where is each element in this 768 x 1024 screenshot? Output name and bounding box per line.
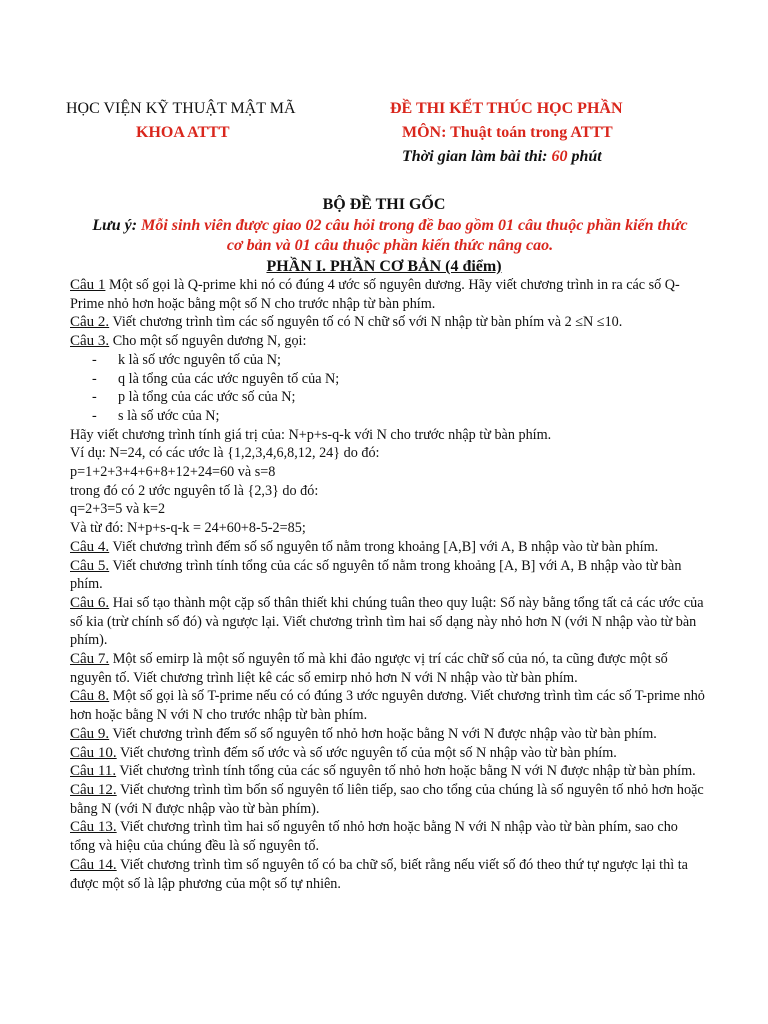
question-7 bbox=[70, 650, 706, 687]
question-3-line: Và từ đó: N+p+s-q-k = 24+60+8-5-2=85; bbox=[70, 520, 306, 537]
question-label: Câu 1 bbox=[70, 277, 106, 293]
question-10 bbox=[70, 744, 706, 763]
note-label: Lưu ý: bbox=[92, 217, 142, 234]
question-label: Câu 12. bbox=[70, 781, 117, 798]
question-11 bbox=[70, 762, 706, 781]
question-text: Một số emirp là một số nguyên tố mà khi đảo ngược vị trí các chữ số của nó, ta cũng được một số nguyên tố. Viết chương trình liệt kê các số emirp nhỏ hơn N với N nhập vào từ bàn phím. bbox=[70, 651, 668, 686]
question-text: Viết chương trình đếm số số nguyên tố nằm trong khoảng [A,B] với A, B nhập vào từ bàn phím. bbox=[109, 538, 659, 555]
duration-prefix: Thời gian làm bài thi: bbox=[402, 148, 552, 165]
exam-note bbox=[90, 216, 690, 256]
question-text: Viết chương trình tìm bốn số nguyên tố liên tiếp, sao cho tổng của chúng là số nguyên tố nhỏ hơn hoặc bằng N (với N được nhập vào từ bàn phím). bbox=[70, 781, 704, 817]
question-text: Viết chương trình đếm số số nguyên tố nhỏ hơn hoặc bằng N với N được nhập vào từ bàn phím. bbox=[109, 725, 657, 742]
question-label: Câu 4. bbox=[70, 538, 110, 555]
question-label: Câu 7. bbox=[70, 651, 110, 668]
question-3-bullets bbox=[70, 351, 706, 426]
bullet-item: - s là số ước của N; bbox=[70, 407, 706, 426]
question-9 bbox=[70, 725, 706, 744]
faculty-name: KHOA ATTT bbox=[136, 124, 230, 141]
course-name: MÔN: Thuật toán trong ATTT bbox=[402, 124, 613, 141]
question-14 bbox=[70, 856, 706, 893]
question-3-line: Hãy viết chương trình tính giá trị của: N+p+s-q-k với N cho trước nhập từ bàn phím. bbox=[70, 426, 552, 443]
question-8 bbox=[70, 687, 706, 724]
question-1 bbox=[70, 276, 706, 313]
question-text: Viết chương trình đếm số ước và số ước nguyên tố của một số N nhập vào từ bàn phím. bbox=[116, 744, 617, 761]
exam-title: ĐỀ THI KẾT THÚC HỌC PHẦN bbox=[390, 100, 623, 117]
exam-duration bbox=[402, 148, 602, 166]
question-6 bbox=[70, 594, 706, 650]
question-3 bbox=[70, 332, 706, 351]
question-3-line: trong đó có 2 ước nguyên tố là {2,3} do đó: bbox=[70, 482, 319, 499]
question-label: Câu 3. bbox=[70, 333, 110, 350]
question-label: Câu 11. bbox=[70, 763, 117, 780]
question-label: Câu 2. bbox=[70, 314, 110, 331]
question-label: Câu 9. bbox=[70, 725, 110, 742]
question-label: Câu 10. bbox=[70, 744, 117, 761]
question-13 bbox=[70, 818, 706, 855]
question-label: Câu 14. bbox=[70, 856, 117, 873]
note-text: Mỗi sinh viên được giao 02 câu hỏi trong đề bao gồm 01 câu thuộc phần kiến thức cơ bản và 01 câu thuộc phần kiến thức nâng cao. bbox=[141, 217, 688, 254]
question-3-line: Ví dụ: N=24, có các ước là {1,2,3,4,6,8,12, 24} do đó: bbox=[70, 445, 380, 462]
question-3-line: q=2+3=5 và k=2 bbox=[70, 501, 166, 518]
question-label: Câu 5. bbox=[70, 557, 110, 574]
duration-suffix: phút bbox=[567, 148, 602, 165]
bullet-item: - k là số ước nguyên tố của N; bbox=[70, 351, 706, 370]
question-text: Viết chương trình tính tổng của các số nguyên tố nằm trong khoảng [A, B] với A, B nhập vào từ bàn phím. bbox=[70, 557, 682, 593]
duration-value: 60 bbox=[551, 148, 568, 165]
bullet-item: - p là tổng của các ước số của N; bbox=[70, 388, 706, 407]
bullet-item: - q là tổng của các ước nguyên tố của N; bbox=[70, 370, 706, 389]
question-12 bbox=[70, 781, 706, 818]
question-text: Một số gọi là số T-prime nếu có có đúng 3 ước nguyên dương. Viết chương trình tìm các số T-prime nhỏ hơn hoặc bằng N với N cho trước nhập từ bàn phím. bbox=[70, 688, 705, 724]
part-1-title: PHẦN I. PHẦN CƠ BẢN (4 điểm) bbox=[266, 258, 502, 275]
question-text: Cho một số nguyên dương N, gọi: bbox=[109, 333, 307, 350]
question-text: Một số gọi là Q-prime khi nó có đúng 4 ước số nguyên dương. Hãy viết chương trình in ra các số Q-Prime nhỏ hơn hoặc bằng một số N cho trước nhập từ bàn phím. bbox=[70, 277, 680, 312]
question-list bbox=[70, 276, 706, 893]
question-text: Viết chương trình tính tổng của các số nguyên tố nhỏ hơn hoặc bằng N với N được nhập từ bàn phím. bbox=[116, 763, 696, 780]
question-text: Viết chương trình tìm số nguyên tố có ba chữ số, biết rằng nếu viết số đó theo thứ tự ngược lại thì ta được một số là lập phương của một số tự nhiên. bbox=[70, 856, 688, 892]
question-text: Viết chương trình tìm các số nguyên tố có N chữ số với N nhập từ bàn phím và 2 ≤N ≤10. bbox=[109, 314, 623, 331]
question-2 bbox=[70, 313, 706, 332]
question-label: Câu 8. bbox=[70, 688, 110, 705]
question-4 bbox=[70, 538, 706, 557]
question-text: Hai số tạo thành một cặp số thân thiết khi chúng tuân theo quy luật: Số này bằng tổng tất cả các ước của số kia (trừ chính số đó) và ngược lại. Viết chương trình tìm hai số dạng này nhỏ hơn N (với N nhập vào từ bàn phím). bbox=[70, 594, 704, 649]
document-title: BỘ ĐỀ THI GỐC bbox=[322, 196, 446, 213]
question-3-line: p=1+2+3+4+6+8+12+24=60 và s=8 bbox=[70, 464, 276, 481]
institute-name: HỌC VIỆN KỸ THUẬT MẬT MÃ bbox=[66, 100, 296, 117]
question-5 bbox=[70, 557, 706, 594]
question-text: Viết chương trình tìm hai số nguyên tố nhỏ hơn hoặc bằng N với N nhập vào từ bàn phím, sao cho tổng và hiệu của chúng đều là số nguyên tố. bbox=[70, 819, 678, 855]
question-label: Câu 13. bbox=[70, 819, 117, 836]
question-label: Câu 6. bbox=[70, 594, 110, 611]
